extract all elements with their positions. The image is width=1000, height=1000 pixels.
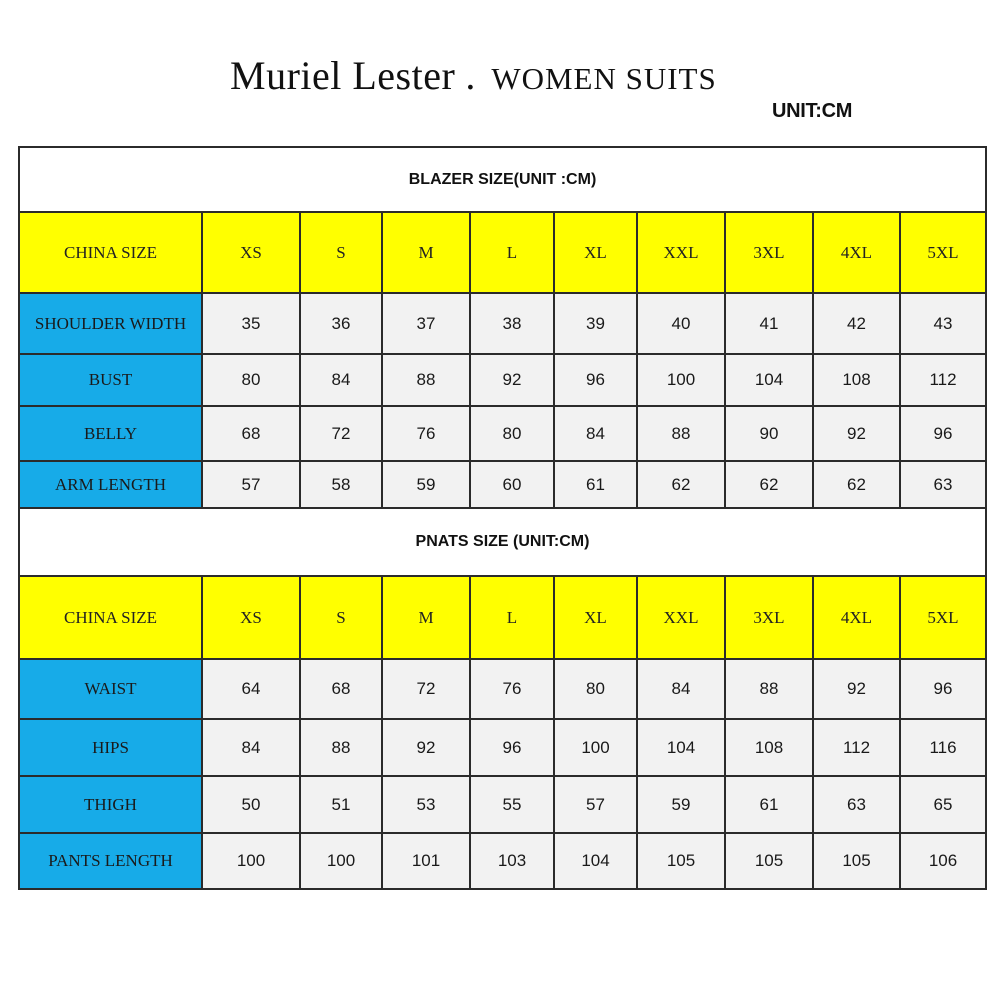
size-header-cell: L <box>470 212 554 293</box>
value-cell: 62 <box>725 461 813 508</box>
value-cell: 72 <box>300 406 382 461</box>
size-header-cell: M <box>382 576 470 659</box>
value-cell: 88 <box>637 406 725 461</box>
table-row <box>19 354 986 406</box>
value-cell: 96 <box>554 354 637 406</box>
row-label: ARM LENGTH <box>19 461 202 508</box>
size-header-cell: XS <box>202 576 300 659</box>
value-cell: 57 <box>202 461 300 508</box>
value-cell: 88 <box>725 659 813 719</box>
size-header-cell: M <box>382 212 470 293</box>
value-cell: 103 <box>470 833 554 889</box>
size-header-cell: XL <box>554 576 637 659</box>
blazer-size-header-row <box>19 212 986 293</box>
pants-title-row <box>19 508 986 576</box>
pants-section-title: PNATS SIZE (UNIT:CM) <box>19 508 986 576</box>
table-row <box>19 659 986 719</box>
value-cell: 92 <box>813 659 900 719</box>
value-cell: 63 <box>813 776 900 833</box>
size-header-cell: 3XL <box>725 576 813 659</box>
value-cell: 76 <box>382 406 470 461</box>
value-cell: 65 <box>900 776 986 833</box>
size-header-cell: XS <box>202 212 300 293</box>
value-cell: 84 <box>554 406 637 461</box>
pants-size-header-row <box>19 576 986 659</box>
value-cell: 106 <box>900 833 986 889</box>
row-label: HIPS <box>19 719 202 776</box>
value-cell: 104 <box>554 833 637 889</box>
value-cell: 88 <box>382 354 470 406</box>
value-cell: 84 <box>637 659 725 719</box>
value-cell: 100 <box>554 719 637 776</box>
value-cell: 96 <box>900 406 986 461</box>
blazer-section-title: BLAZER SIZE(UNIT :CM) <box>19 147 986 212</box>
value-cell: 72 <box>382 659 470 719</box>
value-cell: 62 <box>813 461 900 508</box>
value-cell: 84 <box>300 354 382 406</box>
value-cell: 68 <box>300 659 382 719</box>
pants-header-label: CHINA SIZE <box>19 576 202 659</box>
brand-separator-dot: . <box>465 53 476 98</box>
value-cell: 84 <box>202 719 300 776</box>
size-header-cell: XXL <box>637 212 725 293</box>
value-cell: 92 <box>470 354 554 406</box>
value-cell: 61 <box>725 776 813 833</box>
value-cell: 100 <box>637 354 725 406</box>
row-label: SHOULDER WIDTH <box>19 293 202 354</box>
table-row <box>19 461 986 508</box>
brand-header <box>230 52 717 102</box>
blazer-title-row <box>19 147 986 212</box>
value-cell: 63 <box>900 461 986 508</box>
size-header-cell: XXL <box>637 576 725 659</box>
table-row <box>19 833 986 889</box>
size-header-cell: XL <box>554 212 637 293</box>
value-cell: 80 <box>470 406 554 461</box>
size-header-cell: 5XL <box>900 212 986 293</box>
size-header-cell: S <box>300 576 382 659</box>
value-cell: 58 <box>300 461 382 508</box>
value-cell: 37 <box>382 293 470 354</box>
value-cell: 88 <box>300 719 382 776</box>
value-cell: 108 <box>725 719 813 776</box>
size-header-cell: 5XL <box>900 576 986 659</box>
value-cell: 112 <box>813 719 900 776</box>
value-cell: 42 <box>813 293 900 354</box>
value-cell: 64 <box>202 659 300 719</box>
value-cell: 116 <box>900 719 986 776</box>
page-subtitle: WOMEN SUITS <box>491 61 717 96</box>
value-cell: 57 <box>554 776 637 833</box>
value-cell: 92 <box>382 719 470 776</box>
table-row <box>19 776 986 833</box>
value-cell: 90 <box>725 406 813 461</box>
unit-label: UNIT:CM <box>772 100 853 122</box>
value-cell: 53 <box>382 776 470 833</box>
value-cell: 41 <box>725 293 813 354</box>
row-label: BELLY <box>19 406 202 461</box>
value-cell: 60 <box>470 461 554 508</box>
value-cell: 80 <box>202 354 300 406</box>
table-row <box>19 719 986 776</box>
value-cell: 101 <box>382 833 470 889</box>
value-cell: 80 <box>554 659 637 719</box>
value-cell: 92 <box>813 406 900 461</box>
value-cell: 68 <box>202 406 300 461</box>
value-cell: 40 <box>637 293 725 354</box>
value-cell: 105 <box>813 833 900 889</box>
value-cell: 76 <box>470 659 554 719</box>
size-header-cell: 3XL <box>725 212 813 293</box>
size-chart-table <box>18 146 987 890</box>
value-cell: 59 <box>382 461 470 508</box>
table-row <box>19 406 986 461</box>
value-cell: 55 <box>470 776 554 833</box>
value-cell: 59 <box>637 776 725 833</box>
size-header-cell: 4XL <box>813 576 900 659</box>
value-cell: 61 <box>554 461 637 508</box>
value-cell: 38 <box>470 293 554 354</box>
value-cell: 35 <box>202 293 300 354</box>
row-label: THIGH <box>19 776 202 833</box>
value-cell: 104 <box>725 354 813 406</box>
value-cell: 96 <box>470 719 554 776</box>
size-header-cell: L <box>470 576 554 659</box>
value-cell: 105 <box>637 833 725 889</box>
value-cell: 51 <box>300 776 382 833</box>
value-cell: 36 <box>300 293 382 354</box>
value-cell: 105 <box>725 833 813 889</box>
value-cell: 96 <box>900 659 986 719</box>
value-cell: 43 <box>900 293 986 354</box>
row-label: WAIST <box>19 659 202 719</box>
value-cell: 50 <box>202 776 300 833</box>
value-cell: 62 <box>637 461 725 508</box>
value-cell: 104 <box>637 719 725 776</box>
row-label: PANTS LENGTH <box>19 833 202 889</box>
row-label: BUST <box>19 354 202 406</box>
value-cell: 100 <box>202 833 300 889</box>
value-cell: 112 <box>900 354 986 406</box>
brand-name: Muriel Lester <box>230 53 456 98</box>
size-header-cell: S <box>300 212 382 293</box>
blazer-header-label: CHINA SIZE <box>19 212 202 293</box>
value-cell: 100 <box>300 833 382 889</box>
value-cell: 39 <box>554 293 637 354</box>
value-cell: 108 <box>813 354 900 406</box>
table-row <box>19 293 986 354</box>
size-header-cell: 4XL <box>813 212 900 293</box>
